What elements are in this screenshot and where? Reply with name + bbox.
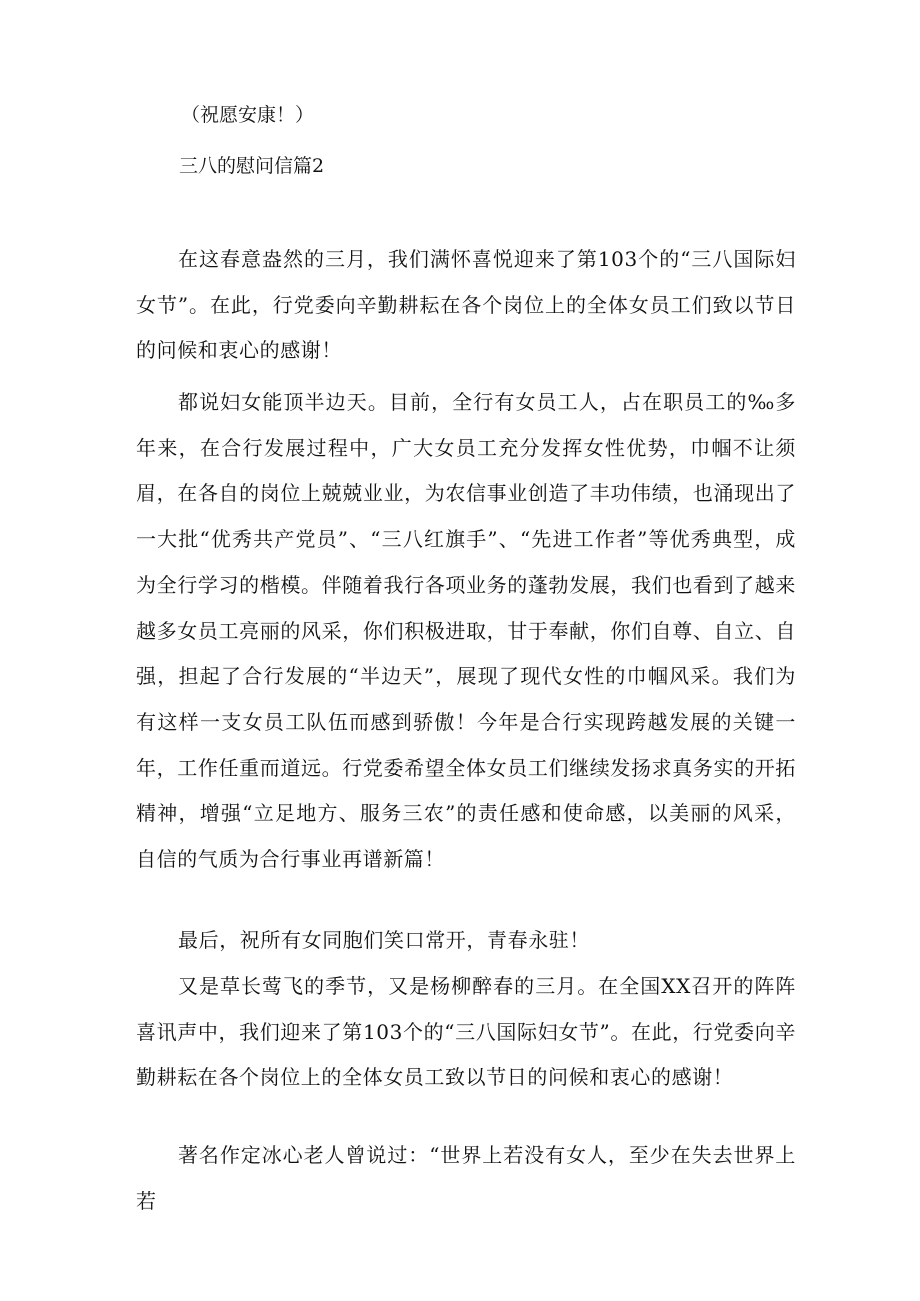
paragraph-wishes: 最后，祝所有女同胞们笑口常开，青春永驻！ <box>178 928 590 952</box>
section-heading: 三八的慰问信篇2 <box>179 155 325 177</box>
paragraph-season: 又是草长莺飞的季节，又是杨柳醉春的三月。在全国XX召开的阵阵喜讯声中，我们迎来了第103个的“三八国际妇女节”。在此，行党委向辛勤耕耘在各个岗位上的全体女员工致以节日的问候和衷心的感谢！ <box>136 974 796 1090</box>
paragraph-quote: 著名作定冰心老人曾说过：“世界上若没有女人，至少在失去世界上若 <box>136 1143 796 1213</box>
paragraph-body: 都说妇女能顶半边天。目前，全行有女员工人，占在职员工的‰多年来，在合行发展过程中，广大女员工充分发挥女性优势，巾帼不让须眉，在各自的岗位上兢兢业业，为农信事业创造了丰功伟绩，也涌现出了一大批“优秀共产党员”、“三八红旗手”、“先进工作者”等优秀典型，成为全行学习的楷模。伴随着我行各项业务的蓬勃发展，我们也看到了越来越多女员工亮丽的风采，你们积极进取，甘于奉献，你们自尊、自立、自强，担起了合行发展的“半边天”，展现了现代女性的巾帼风采。我们为有这样一支女员工队伍而感到骄傲！今年是合行实现跨越发展的关键一年，工作任重而道远。行党委希望全体女员工们继续发扬求真务实的开拓精神，增强“立足地方、服务三农”的责任感和使命感，以美丽的风采，自信的气质为合行事业再谱新篇！ <box>136 390 796 872</box>
paragraph-intro: 在这春意盎然的三月，我们满怀喜悦迎来了第103个的“三八国际妇女节”。在此，行党委向辛勤耕耘在各个岗位上的全体女员工们致以节日的问候和衷心的感谢！ <box>136 247 796 363</box>
closing-line: （祝愿安康！） <box>181 104 315 126</box>
